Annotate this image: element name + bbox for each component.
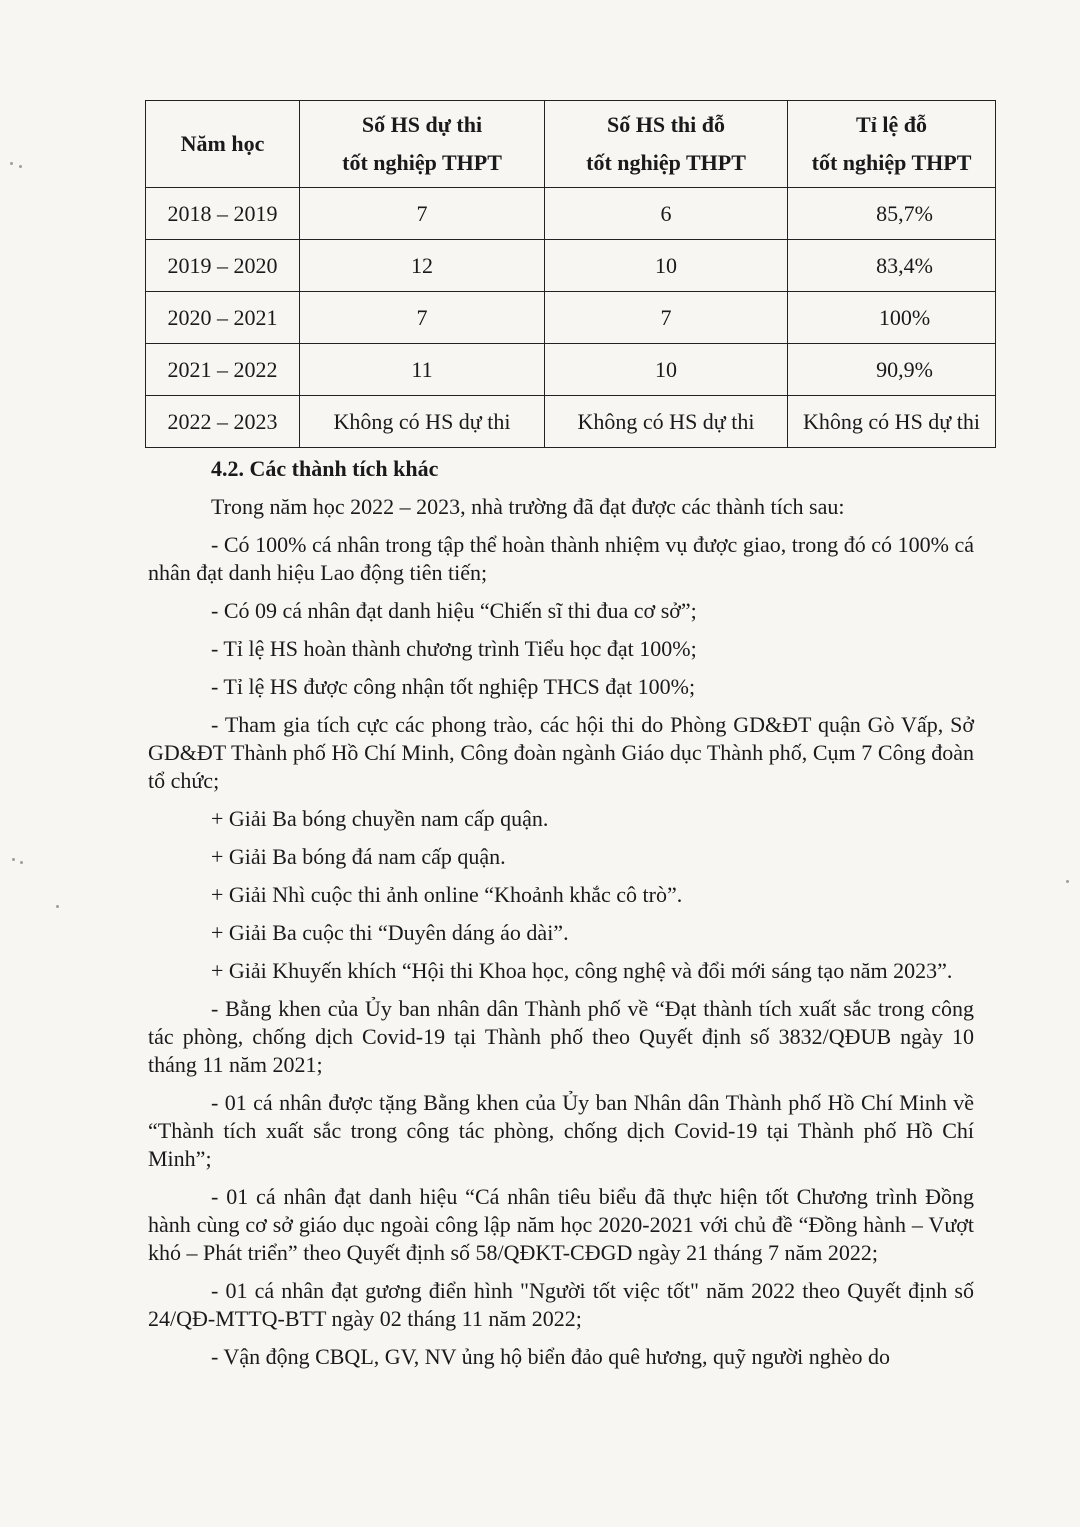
cell-school-year: 2019 – 2020 (146, 240, 300, 292)
header-line: Số HS thi đỗ (607, 112, 725, 137)
achievement-item: - 01 cá nhân được tặng Bằng khen của Ủy ban Nhân dân Thành phố Hồ Chí Minh về “Thành tích xuất sắc trong công tác phòng, chống dịch Covid-19 tại Thành phố Hồ Chí Minh”; (148, 1090, 974, 1171)
header-line: tốt nghiệp THPT (342, 150, 502, 175)
header-line: tốt nghiệp THPT (586, 150, 746, 175)
header-candidates (300, 101, 545, 188)
achievement-item: - Tỉ lệ HS được công nhận tốt nghiệp THCS đạt 100%; (211, 674, 696, 699)
cell-passed: 10 (545, 240, 788, 292)
table-header-row (146, 101, 996, 188)
award-sub-item: + Giải Nhì cuộc thi ảnh online “Khoảnh khắc cô trò”. (211, 882, 683, 907)
header-line: tốt nghiệp THPT (811, 150, 972, 175)
cell-pass-rate: 100% (788, 292, 996, 344)
cell-passed: Không có HS dự thi (545, 396, 788, 448)
cell-candidates: 7 (300, 292, 545, 344)
cell-passed: 7 (545, 292, 788, 344)
header-pass-rate (788, 101, 996, 188)
table-row (146, 188, 996, 240)
table-row (146, 240, 996, 292)
achievement-item: - Vận động CBQL, GV, NV ủng hộ biển đảo quê hương, quỹ người nghèo do (211, 1344, 890, 1369)
header-line: Số HS dự thi (361, 112, 483, 137)
cell-candidates: Không có HS dự thi (300, 396, 545, 448)
header-line: Năm học (180, 131, 265, 156)
achievement-item: - Bằng khen của Ủy ban nhân dân Thành phố về “Đạt thành tích xuất sắc trong công tác phòng, chống dịch Covid-19 tại Thành phố theo Quyết định số 3832/QĐUB ngày 10 tháng 11 năm 2021; (148, 996, 974, 1077)
cell-candidates: 7 (300, 188, 545, 240)
award-sub-item: + Giải Ba bóng đá nam cấp quận. (211, 844, 506, 869)
award-sub-item: + Giải Ba bóng chuyền nam cấp quận. (211, 806, 549, 831)
achievement-item: - Có 100% cá nhân trong tập thể hoàn thành nhiệm vụ được giao, trong đó có 100% cá nhân đạt danh hiệu Lao động tiên tiến; (148, 532, 974, 585)
cell-school-year: 2018 – 2019 (146, 188, 300, 240)
table-row (146, 396, 996, 448)
cell-pass-rate: 90,9% (788, 344, 996, 396)
cell-pass-rate: 83,4% (788, 240, 996, 292)
scan-speck (1066, 880, 1069, 883)
achievement-item: - Tỉ lệ HS hoàn thành chương trình Tiểu học đạt 100%; (211, 636, 697, 661)
achievements-section (148, 455, 974, 1381)
graduation-results-table (145, 100, 996, 448)
header-passed (545, 101, 788, 188)
table-row (146, 292, 996, 344)
achievement-item: - Tham gia tích cực các phong trào, các hội thi do Phòng GD&ĐT quận Gò Vấp, Sở GD&ĐT Thành phố Hồ Chí Minh, Công đoàn ngành Giáo dục Thành phố, Cụm 7 Công đoàn tổ chức; (148, 712, 974, 793)
section-heading: 4.2. Các thành tích khác (211, 456, 439, 481)
section-intro: Trong năm học 2022 – 2023, nhà trường đã đạt được các thành tích sau: (211, 494, 845, 519)
achievement-item: - Có 09 cá nhân đạt danh hiệu “Chiến sĩ thi đua cơ sở”; (211, 598, 697, 623)
scan-speck (56, 905, 59, 908)
header-school-year (146, 101, 300, 188)
achievement-item: - 01 cá nhân đạt gương điển hình "Người tốt việc tốt" năm 2022 theo Quyết định số 24/QĐ-MTTQ-BTT ngày 02 tháng 11 năm 2022; (148, 1278, 974, 1331)
cell-school-year: 2022 – 2023 (146, 396, 300, 448)
cell-school-year: 2020 – 2021 (146, 292, 300, 344)
scan-speck (12, 858, 15, 861)
cell-passed: 10 (545, 344, 788, 396)
scan-speck (19, 165, 22, 168)
cell-candidates: 11 (300, 344, 545, 396)
scan-speck (10, 162, 13, 165)
cell-school-year: 2021 – 2022 (146, 344, 300, 396)
cell-pass-rate: 85,7% (788, 188, 996, 240)
cell-pass-rate: Không có HS dự thi (788, 396, 996, 448)
cell-candidates: 12 (300, 240, 545, 292)
award-sub-item: + Giải Khuyến khích “Hội thi Khoa học, công nghệ và đổi mới sáng tạo năm 2023”. (211, 958, 953, 983)
cell-passed: 6 (545, 188, 788, 240)
award-sub-item: + Giải Ba cuộc thi “Duyên dáng áo dài”. (211, 920, 569, 945)
scan-speck (20, 861, 23, 864)
achievement-item: - 01 cá nhân đạt danh hiệu “Cá nhân tiêu biểu đã thực hiện tốt Chương trình Đồng hành cùng cơ sở giáo dục ngoài công lập năm học 2020-2021 với chủ đề “Đồng hành – Vượt khó – Phát triển” theo Quyết định số 58/QĐKT-CĐGD ngày 21 tháng 7 năm 2022; (148, 1184, 974, 1265)
table-row (146, 344, 996, 396)
header-line: Tỉ lệ đỗ (856, 112, 927, 137)
